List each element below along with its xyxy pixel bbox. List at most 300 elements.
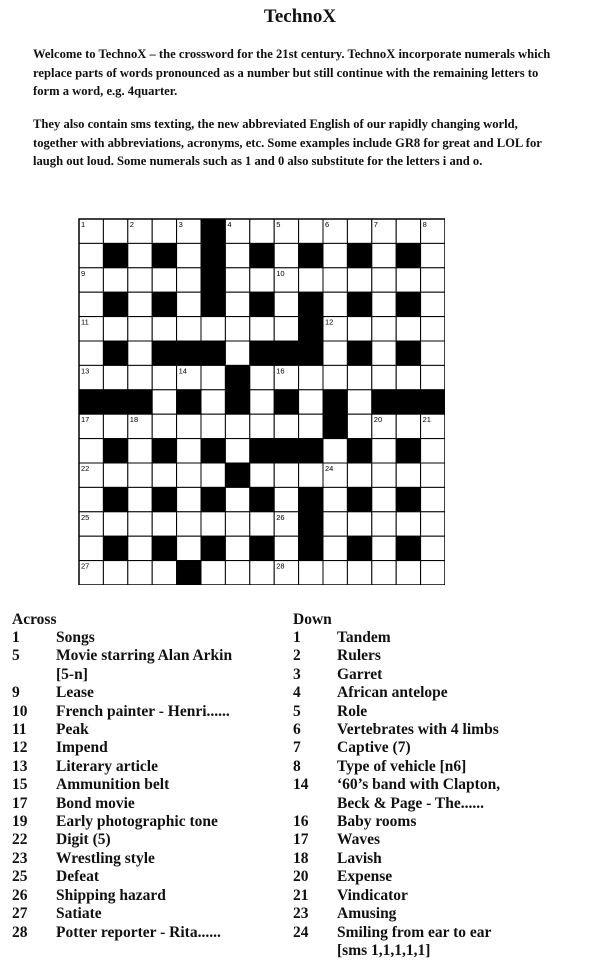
intro-paragraph: They also contain sms texting, the new abbreviated English of our rapidly changing world, together with abbreviations, acronyms, etc. Some examples include GR8 for great and LOL for laugh out loud. Some numerals such as 1 and 0 also substitute for the letters i and o. [33,117,542,169]
grid-white-cell[interactable] [421,365,445,389]
grid-white-cell[interactable] [347,512,371,536]
grid-white-cell[interactable] [274,536,298,560]
grid-white-cell[interactable] [79,439,103,463]
clue-item [293,813,593,831]
grid-white-cell[interactable] [299,414,323,438]
clue-number: 27 [12,905,28,923]
grid-black-cell [274,341,298,365]
clue-item [12,776,282,794]
cell-number: 11 [81,317,89,327]
grid-white-cell[interactable] [347,219,371,243]
cell-number: 12 [325,317,334,327]
grid-white-cell[interactable] [128,463,152,487]
grid-white-cell[interactable] [396,317,420,341]
grid-white-cell[interactable] [152,463,176,487]
cell-number: 5 [276,220,281,229]
grid-white-cell[interactable] [421,268,445,292]
grid-black-cell [347,487,371,511]
grid-white-cell[interactable] [396,463,420,487]
grid-white-cell[interactable] [225,414,249,438]
grid-white-cell[interactable] [421,292,445,316]
grid-black-cell [103,439,127,463]
cell-number: 6 [325,220,330,229]
intro-paragraph: Welcome to TechnoX – the crossword for the 21st century. TechnoX incorporate numerals which replace parts of words pronounced as a number but still continue with the remaining letters to form a word, e.g. 4quarter. [33,47,551,99]
grid-black-cell [299,439,323,463]
grid-black-cell [396,536,420,560]
grid-white-cell[interactable] [372,292,396,316]
cell-number: 23 [227,464,236,473]
cell-number: 28 [276,561,285,571]
clue-item [12,739,282,757]
clue-item [12,924,282,942]
clue-text: [5-n] [56,665,88,683]
clue-text: Rulers [337,647,381,665]
clue-number: 3 [293,665,301,683]
clue-text: Early photographic tone [56,813,218,831]
clue-number: 17 [293,831,309,849]
grid-white-cell[interactable] [274,317,298,341]
clue-number: 10 [12,702,28,720]
grid-black-cell [250,243,274,267]
grid-white-cell[interactable] [372,317,396,341]
grid-white-cell[interactable] [372,512,396,536]
clue-number: 9 [12,684,20,702]
grid-black-cell [299,341,323,365]
clue-item [12,813,282,831]
grid-white-cell[interactable] [421,463,445,487]
grid-black-cell [201,487,225,511]
clue-text: Captive (7) [337,739,411,757]
grid-white-cell[interactable] [323,365,347,389]
grid-white-cell[interactable] [421,439,445,463]
clue-number: 15 [12,776,28,794]
cell-number: 7 [373,220,378,229]
clue-text: Baby rooms [337,813,417,831]
grid-white-cell[interactable] [347,561,371,585]
cell-number: 1 [81,220,86,229]
grid-white-cell[interactable] [347,317,371,341]
grid-white-cell[interactable] [372,561,396,585]
clue-text: Potter reporter - Rita...... [56,923,221,941]
grid-white-cell[interactable] [299,561,323,585]
clue-text: Lavish [337,849,382,867]
grid-white-cell[interactable] [323,341,347,365]
clue-number: 8 [293,757,301,775]
grid-white-cell[interactable] [79,243,103,267]
grid-white-cell[interactable] [274,243,298,267]
crossword-grid [78,218,445,585]
grid-white-cell[interactable] [225,439,249,463]
grid-white-cell[interactable] [250,365,274,389]
clue-text: Vindicator [337,886,408,904]
clue-text: Tandem [337,629,391,646]
clue-number: 16 [293,813,309,831]
clue-number: 5 [12,647,20,665]
grid-white-cell[interactable] [396,512,420,536]
clue-text: Vertebrates with 4 limbs [337,721,499,739]
clue-number: 1 [12,629,20,646]
clue-item [12,629,282,647]
cell-number: 9 [81,268,86,278]
cell-number: 13 [81,366,90,376]
grid-white-cell[interactable] [323,243,347,267]
clue-text: [sms 1,1,1,1,1] [337,941,431,959]
grid-white-cell[interactable] [347,390,371,414]
clue-item [12,868,282,886]
grid-white-cell[interactable] [299,219,323,243]
grid-white-cell[interactable] [421,561,445,585]
grid-white-cell[interactable] [152,268,176,292]
grid-white-cell[interactable] [103,317,127,341]
clue-item [293,776,593,794]
clue-item [293,942,593,960]
clue-item [293,684,593,702]
clue-text: African antelope [337,684,448,702]
grid-white-cell[interactable] [79,292,103,316]
grid-white-cell[interactable] [323,292,347,316]
clue-text: Beck & Page - The...... [337,794,484,812]
clue-number [293,942,337,960]
grid-white-cell[interactable] [79,536,103,560]
grid-white-cell[interactable] [103,463,127,487]
grid-white-cell[interactable] [225,317,249,341]
grid-white-cell[interactable] [347,414,371,438]
grid-white-cell[interactable] [128,317,152,341]
grid-white-cell[interactable] [396,414,420,438]
grid-white-cell[interactable] [299,365,323,389]
grid-white-cell[interactable] [152,414,176,438]
grid-black-cell [250,292,274,316]
grid-black-cell [299,243,323,267]
grid-white-cell[interactable] [103,561,127,585]
grid-white-cell[interactable] [225,341,249,365]
grid-white-cell[interactable] [372,341,396,365]
clue-number: 11 [12,721,27,739]
grid-white-cell[interactable] [396,365,420,389]
grid-white-cell[interactable] [274,463,298,487]
clue-number [293,795,337,813]
grid-black-cell [103,292,127,316]
grid-white-cell[interactable] [201,365,225,389]
grid-black-cell [177,561,201,585]
cell-number: 4 [227,220,232,229]
clue-item [293,905,593,923]
clue-text: French painter - Henri...... [56,702,230,720]
clue-text: Movie starring Alan Arkin [56,647,233,665]
grid-black-cell [396,390,420,414]
grid-white-cell[interactable] [103,268,127,292]
grid-black-cell [299,536,323,560]
clue-item [293,831,593,849]
grid-black-cell [201,536,225,560]
clue-text: Ammunition belt [56,776,170,794]
clue-number: 24 [293,923,309,941]
grid-white-cell[interactable] [323,439,347,463]
grid-black-cell [103,341,127,365]
grid-white-cell[interactable] [372,487,396,511]
grid-black-cell [299,512,323,536]
grid-white-cell[interactable] [250,463,274,487]
clue-number: 22 [12,831,28,849]
grid-white-cell[interactable] [103,365,127,389]
grid-white-cell[interactable] [177,268,201,292]
clue-text: Shipping hazard [56,886,166,904]
cell-number: 26 [276,512,285,522]
grid-white-cell[interactable] [421,536,445,560]
grid-black-cell [79,390,103,414]
cell-number: 18 [129,415,139,425]
grid-black-cell [177,341,201,365]
clue-item [12,887,282,905]
grid-white-cell[interactable] [128,243,152,267]
grid-white-cell[interactable] [128,487,152,511]
down-clues [293,611,593,960]
grid-white-cell[interactable] [177,292,201,316]
grid-white-cell[interactable] [177,439,201,463]
grid-white-cell[interactable] [225,243,249,267]
grid-white-cell[interactable] [323,561,347,585]
grid-white-cell[interactable] [201,414,225,438]
grid-white-cell[interactable] [103,414,127,438]
clue-item [293,924,593,942]
grid-black-cell [225,390,249,414]
grid-white-cell[interactable] [250,390,274,414]
grid-white-cell[interactable] [250,414,274,438]
grid-black-cell [347,243,371,267]
grid-white-cell[interactable] [372,463,396,487]
grid-white-cell[interactable] [274,292,298,316]
clue-number [12,666,56,684]
clue-item [12,850,282,868]
clue-text: Digit (5) [56,831,111,849]
grid-black-cell [299,292,323,316]
grid-black-cell [396,243,420,267]
grid-white-cell[interactable] [152,390,176,414]
grid-white-cell[interactable] [323,536,347,560]
grid-white-cell[interactable] [201,390,225,414]
clue-text: Waves [337,831,381,849]
cell-number: 2 [129,220,134,229]
clue-item [12,795,282,813]
grid-black-cell [250,439,274,463]
clue-number: 5 [293,702,301,720]
grid-white-cell[interactable] [250,561,274,585]
grid-white-cell[interactable] [152,512,176,536]
grid-white-cell[interactable] [201,561,225,585]
clue-item [293,739,593,757]
grid-white-cell[interactable] [299,390,323,414]
clue-text: Peak [56,721,89,739]
grid-white-cell[interactable] [152,365,176,389]
clue-item [12,684,282,702]
grid-black-cell [152,243,176,267]
grid-white-cell[interactable] [274,414,298,438]
cell-number: 8 [422,220,427,229]
grid-black-cell [396,439,420,463]
grid-black-cell [103,536,127,560]
clue-number: 25 [12,868,28,886]
grid-white-cell[interactable] [201,463,225,487]
cell-number: 21 [422,415,431,425]
cell-number: 25 [81,512,90,522]
across-heading: Across [12,611,57,628]
grid-white-cell[interactable] [250,219,274,243]
grid-white-cell[interactable] [225,487,249,511]
cell-number: 20 [373,415,383,425]
grid-white-cell[interactable] [128,292,152,316]
clue-text: Smiling from ear to ear [337,923,492,941]
clue-number: 13 [12,757,28,775]
grid-black-cell [201,243,225,267]
grid-white-cell[interactable] [274,487,298,511]
grid-white-cell[interactable] [323,512,347,536]
grid-white-cell[interactable] [225,292,249,316]
cell-number: 17 [81,415,90,425]
grid-black-cell [250,487,274,511]
grid-black-cell [103,390,127,414]
grid-black-cell [152,487,176,511]
grid-white-cell[interactable] [152,561,176,585]
grid-white-cell[interactable] [225,536,249,560]
grid-white-cell[interactable] [177,414,201,438]
grid-white-cell[interactable] [323,268,347,292]
clue-item [12,666,282,684]
cell-number: 10 [276,268,285,278]
grid-white-cell[interactable] [323,487,347,511]
grid-white-cell[interactable] [128,341,152,365]
grid-white-cell[interactable] [177,536,201,560]
cell-number: 14 [178,366,187,376]
grid-white-cell[interactable] [152,219,176,243]
grid-white-cell[interactable] [79,487,103,511]
grid-black-cell [103,243,127,267]
grid-black-cell [396,341,420,365]
grid-white-cell[interactable] [128,268,152,292]
clue-text: Expense [337,868,393,886]
clue-number: 19 [12,813,28,831]
grid-black-cell [372,390,396,414]
grid-white-cell[interactable] [79,341,103,365]
grid-white-cell[interactable] [372,243,396,267]
grid-white-cell[interactable] [421,512,445,536]
clue-text: Type of vehicle [n6] [337,757,467,775]
grid-white-cell[interactable] [128,365,152,389]
grid-white-cell[interactable] [128,536,152,560]
clue-number: 7 [293,739,301,757]
grid-white-cell[interactable] [347,365,371,389]
grid-black-cell [323,390,347,414]
clue-item [293,703,593,721]
grid-white-cell[interactable] [225,561,249,585]
grid-white-cell[interactable] [103,512,127,536]
grid-white-cell[interactable] [421,243,445,267]
grid-white-cell[interactable] [347,463,371,487]
grid-white-cell[interactable] [299,268,323,292]
grid-white-cell[interactable] [152,317,176,341]
grid-white-cell[interactable] [128,561,152,585]
grid-black-cell [152,292,176,316]
page-title: TechnoX [263,6,337,27]
grid-white-cell[interactable] [177,487,201,511]
grid-white-cell[interactable] [201,512,225,536]
grid-white-cell[interactable] [421,341,445,365]
across-clues [12,611,282,942]
grid-white-cell[interactable] [177,463,201,487]
clue-text: Garret [337,665,383,683]
grid-white-cell[interactable] [396,268,420,292]
grid-white-cell[interactable] [250,268,274,292]
clue-number: 20 [293,868,309,886]
cell-number: 24 [325,464,334,473]
clue-number: 1 [293,629,301,646]
clue-number: 18 [293,849,309,867]
clue-text: Literary article [56,757,158,775]
clue-item [293,721,593,739]
grid-black-cell [201,439,225,463]
grid-white-cell[interactable] [128,512,152,536]
grid-white-cell[interactable] [128,439,152,463]
grid-white-cell[interactable] [103,219,127,243]
down-heading: Down [293,611,332,628]
clue-text: Bond movie [56,794,135,812]
grid-black-cell [201,268,225,292]
grid-black-cell [152,536,176,560]
clue-text: Songs [56,629,95,646]
clue-number: 14 [293,776,309,794]
clue-item [12,703,282,721]
clue-number: 26 [12,886,28,904]
grid-black-cell [177,390,201,414]
grid-black-cell [347,292,371,316]
clue-item [12,831,282,849]
cell-number: 27 [81,561,90,571]
clue-text: Lease [56,684,94,702]
grid-black-cell [103,487,127,511]
grid-white-cell[interactable] [396,561,420,585]
grid-white-cell[interactable] [177,243,201,267]
cell-number: 3 [178,220,183,229]
grid-white-cell[interactable] [347,268,371,292]
grid-white-cell[interactable] [177,317,201,341]
grid-white-cell[interactable] [396,219,420,243]
grid-white-cell[interactable] [250,512,274,536]
grid-black-cell [347,341,371,365]
grid-black-cell [299,317,323,341]
grid-white-cell[interactable] [225,268,249,292]
grid-black-cell [201,219,225,243]
clue-item [293,887,593,905]
clue-item [293,795,593,813]
grid-white-cell[interactable] [372,365,396,389]
grid-white-cell[interactable] [201,317,225,341]
grid-white-cell[interactable] [299,463,323,487]
grid-white-cell[interactable] [421,487,445,511]
grid-white-cell[interactable] [421,317,445,341]
grid-black-cell [396,292,420,316]
grid-black-cell [396,487,420,511]
grid-white-cell[interactable] [372,439,396,463]
grid-white-cell[interactable] [177,512,201,536]
grid-white-cell[interactable] [372,536,396,560]
grid-black-cell [421,390,445,414]
grid-black-cell [152,341,176,365]
grid-white-cell[interactable] [250,317,274,341]
grid-white-cell[interactable] [372,268,396,292]
grid-black-cell [347,439,371,463]
clue-number: 28 [12,923,28,941]
grid-white-cell[interactable] [225,512,249,536]
clue-item [293,868,593,886]
